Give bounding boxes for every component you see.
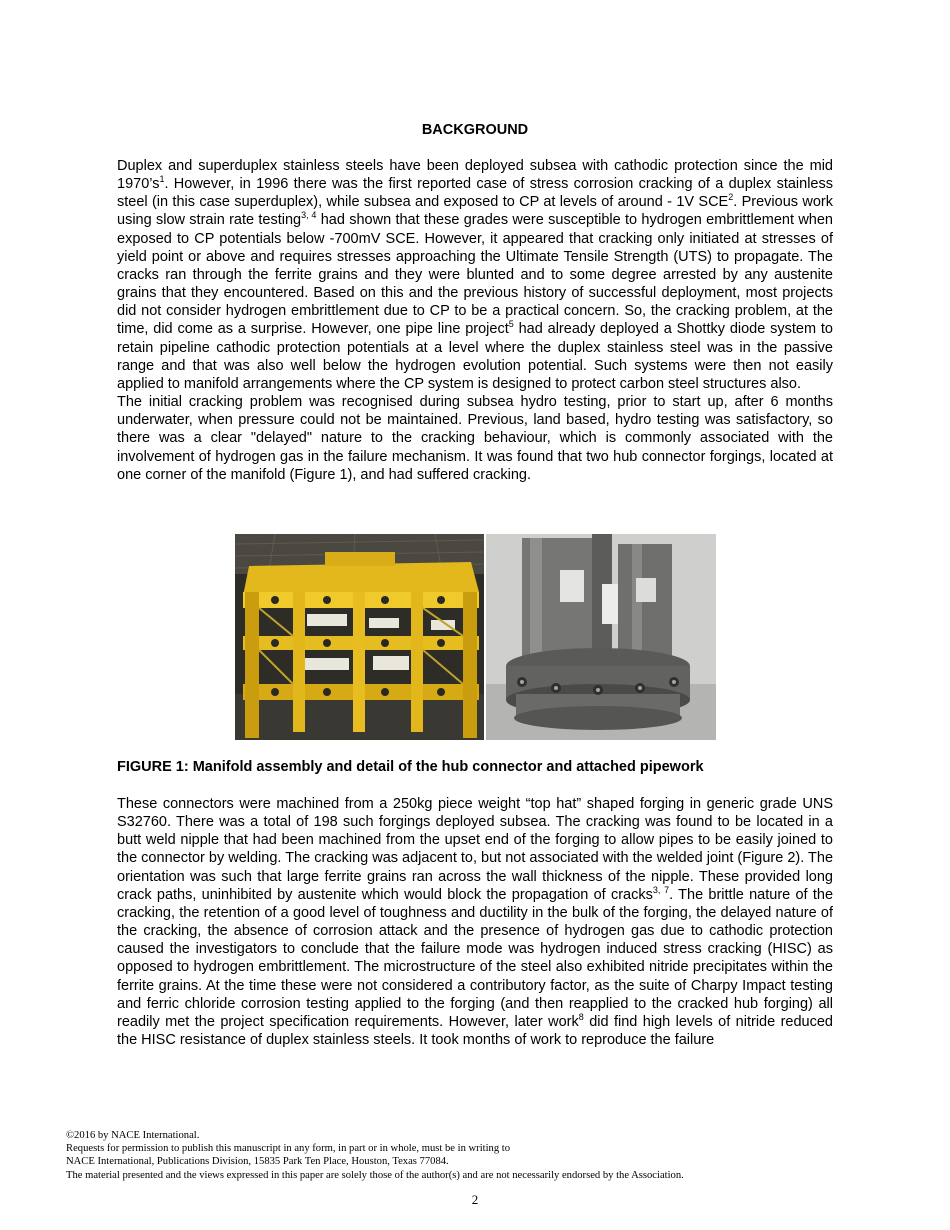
citation-ref: 2 (728, 192, 734, 203)
footer-permissions: Requests for permission to publish this manuscript in any form, in part or in whole, must be in writing to (66, 1143, 511, 1155)
paragraph-3: These connectors were machined from a 250kg piece weight “top hat” shaped forging in generic grade UNS S32760. There was a total of 198 such forgings deployed subsea. The cracking was found to be located in a butt weld nipple that had been machined from the upset end of the forging to allow pipes to be easily joined to the connector by welding. The cracking was adjacent to, but not associated with the welded joint (Figure 2). The orientation was such that large ferrite grains ran across the wall thickness of the nipple. These provided long crack paths, uninhibited by austenite which would block the propagation of cracks$^{3, 7}$. The brittle nature of the cracking, the retention of a good level of toughness and ductility in the bulk of the forging, the delayed nature of the cracking, the absence of corrosion attack and the presence of hydrogen gas due to cathodic protection caused the investigators to conclude that the failure mode was hydrogen induced stress cracking (HISC) as opposed to hydrogen embrittlement. The microstructure of the steel also exhibited nitride precipitates within the ferrite grains. At the time these were not considered a contributory factor, as the suite of Charpy Impact testing and ferric chloride corrosion testing applied to the forging (and then reapplied to the cracked hub forging) all readily met the project specification requirements. However, later work$^8$ did find high levels of nitride reduced the HISC resistance of duplex stainless steels. It took months of work to reproduce the failure (117, 796, 834, 1049)
copyright-footer (66, 1129, 684, 1182)
footer-address: NACE International, Publications Division, 15835 Park Ten Place, Houston, Texas 77084. (66, 1156, 449, 1168)
citation-ref: 5 (508, 319, 514, 330)
figure-caption: FIGURE 1: Manifold assembly and detail of the hub connector and attached pipework (117, 759, 704, 775)
section-heading: BACKGROUND (421, 122, 529, 138)
footer-copyright: ©2016 by NACE International. (66, 1130, 200, 1141)
footer-disclaimer: The material presented and the views expressed in this paper are solely those of the author(s) and are not necessarily endorsed by the Association. (66, 1169, 684, 1181)
paragraph-1: Duplex and superduplex stainless steels have been deployed subsea with cathodic protection since the mid $1970’s^1$. However, in 1996 there was the first reported case of stress corrosion cracking of a duplex stainless steel (in this case superduplex), while subsea and exposed to CP at levels of around - 1V SCE$^2$. Previous work using slow strain rate testing$^{3, 4}$ had shown that these grades were susceptible to hydrogen embrittlement when exposed to CP potentials below -700mV SCE. However, it appeared that cracking only initiated at stresses of yield point or above and requires stresses approaching the Ultimate Tensile Strength (UTS) to propagate. The cracks ran through the ferrite grains and they were blunted and to some degree arrested by any austenite grains that they encountered. Based on this and the previous history of successful deployment, most projects did not consider hydrogen embrittlement due to CP to be a practical concern. So, the cracking problem, at the time, did come as a surprise. However, one pipe line project$^5$ had already deployed a Shottky diode system to retain pipeline cathodic protection potentials at a level where the duplex stainless steel was in the passive range and that was also well below the hydrogen evolution potential. Such systems were then not easily applied to manifold arrangements where the CP system is designed to protect carbon steel structures also. (117, 158, 834, 392)
body-text-upper (117, 157, 833, 484)
citation-ref: 3, 4 (301, 210, 317, 221)
citation-ref: 8 (578, 1012, 584, 1023)
page-number: 2 (471, 1192, 479, 1207)
citation-ref: 1 (159, 174, 165, 185)
citation-ref: 3, 7 (652, 884, 670, 895)
paragraph-2: The initial cracking problem was recognised during subsea hydro testing, prior to start up, after 6 months underwater, when pressure could not be maintained. Previous, land based, hydro testing was satisfactory, so there was a clear "delayed" nature to the cracking behaviour, which is commonly associated with the involvement of hydrogen gas in the failure mechanism. It was found that two hub connector forgings, located at one corner of the manifold (Figure 1), and had suffered cracking. (117, 394, 833, 483)
hub-connector-photo (486, 534, 716, 740)
manifold-assembly-photo (235, 534, 484, 740)
